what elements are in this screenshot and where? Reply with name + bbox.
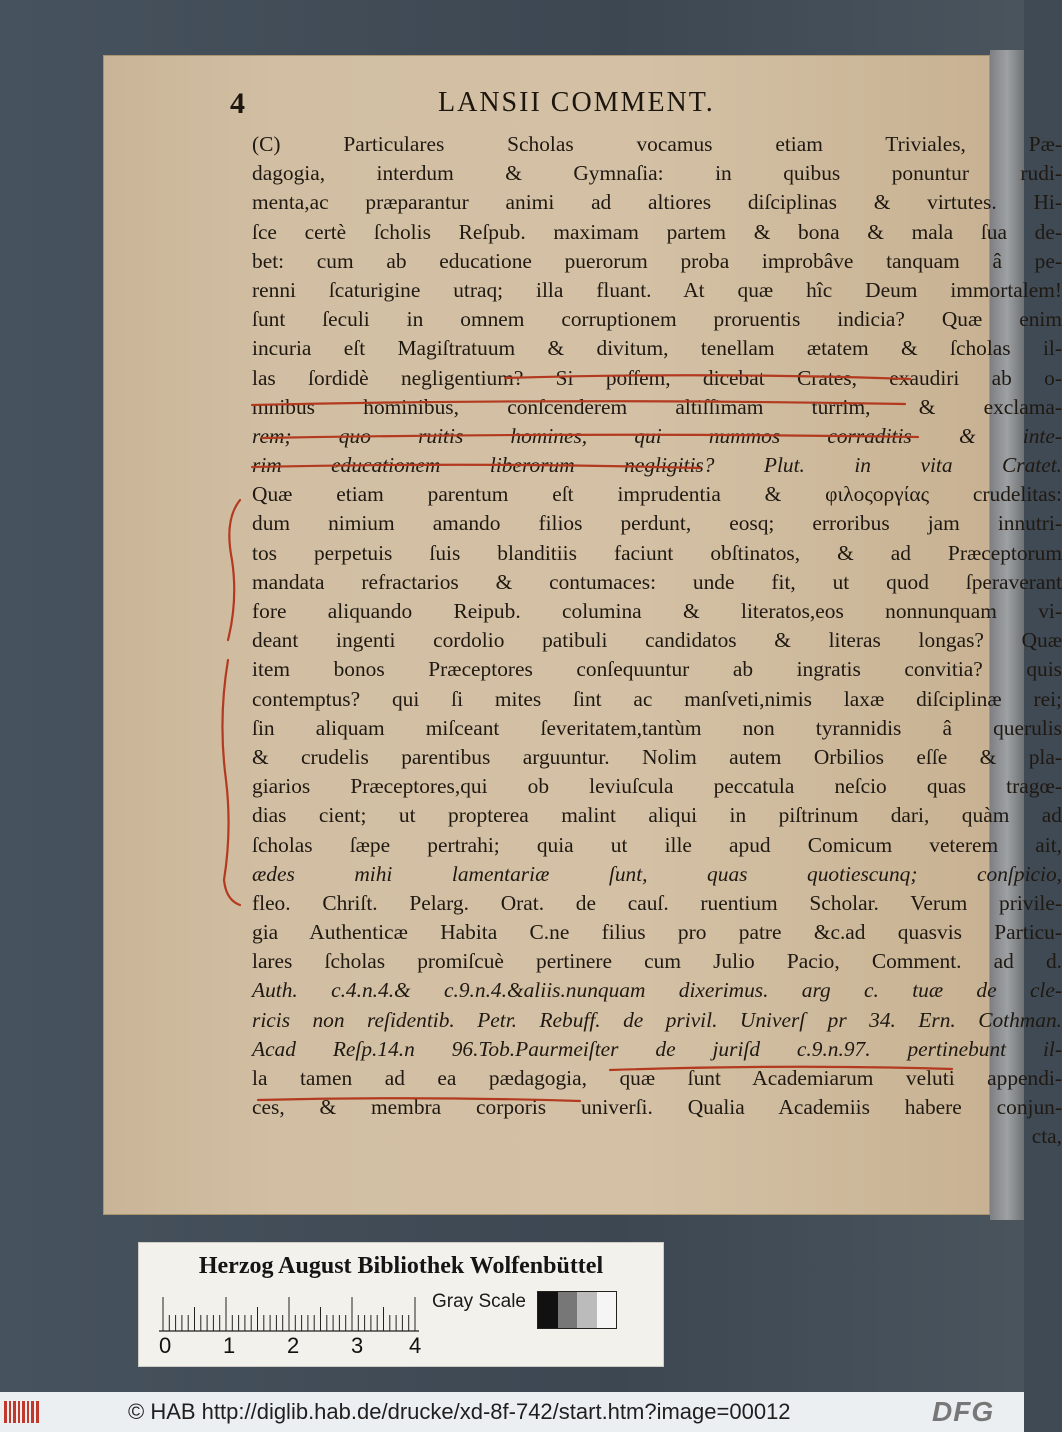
text-line: tos perpetuis ſuis blanditiis faciunt obſtinatos, & ad Præceptorum bbox=[252, 540, 1062, 565]
text-line: la tamen ad ea pædagogia, quæ ſunt Academiarum veluti appendi- bbox=[252, 1066, 1062, 1090]
library-title: Herzog August Bibliothek Wolfenbüttel bbox=[198, 1253, 604, 1279]
text-line: rem; quo ruitis homines, qui nummos corraditis & inte- bbox=[252, 423, 1062, 448]
text-line: giarios Præceptores,qui ob leviuſcula peccatula neſcio quas tragœ- bbox=[252, 774, 1062, 799]
text-line: contemptus? qui ſi mites ſint ac manſveti,nimis laxæ diſciplinæ rei; bbox=[252, 686, 1062, 711]
text-line: & crudelis parentibus arguuntur. Nolim autem Orbilios eſſe & pla- bbox=[252, 744, 1062, 769]
gray-patch bbox=[597, 1292, 617, 1328]
text-line: bet: cum ab educatione puerorum proba improbâve tanquam â pe- bbox=[252, 248, 1062, 273]
text-line: Quæ etiam parentum eſt imprudentia & φιλοςοργίας crudelitas: bbox=[252, 482, 1062, 507]
gray-patch bbox=[538, 1292, 558, 1328]
text-line: mnibus hominibus, conſcenderem altiſſimam turrim, & exclama- bbox=[252, 394, 1062, 419]
library-label-card bbox=[138, 1242, 664, 1367]
text-line: ædes mihi lamentariæ ſunt, quas quotiescunq; conſpicio, bbox=[252, 861, 1062, 886]
text-line: ſcholas ſæpe pertrahi; quia ut ille apud Comicum veterem ait, bbox=[252, 832, 1062, 857]
text-line: cta, bbox=[1031, 1124, 1062, 1149]
running-head: LANSII COMMENT. bbox=[438, 87, 715, 118]
text-line: dias cient; ut propterea malint aliqui in piſtrinum dari, quàm ad bbox=[252, 803, 1062, 828]
text-line: renni ſcaturigine utraq; illa fluant. At quæ hîc Deum immortalem! bbox=[252, 277, 1062, 302]
ruler-number: 0 bbox=[159, 1333, 172, 1358]
text-line: rim educationem liberorum negligitis? Plut. in vita Cratet. bbox=[252, 453, 1062, 478]
text-line: mandata refractarios & contumaces: unde fit, ut quod ſperaverant bbox=[252, 569, 1062, 594]
text-line: ſce certè ſcholis Reſpub. maximam partem & bona & mala ſua de- bbox=[252, 219, 1062, 244]
dfg-logo: DFG bbox=[932, 1396, 995, 1427]
text-line: Acad Reſp.14.n 96.Tob.Paurmeiſter de juriſd c.9.n.97. pertinebunt il- bbox=[252, 1036, 1062, 1061]
ruler-scale bbox=[159, 1293, 419, 1333]
text-line: fleo. Chriſt. Pelarg. Orat. de cauſ. ruentium Scholar. Verum privile- bbox=[252, 890, 1062, 915]
ruler-number: 1 bbox=[223, 1333, 236, 1358]
text-line: incuria eſt Magiſtratuum & divitum, tenellam ætatem & ſcholas il- bbox=[252, 336, 1062, 361]
ruler-number: 4 bbox=[409, 1333, 422, 1358]
text-line: item bonos Præceptores conſequuntur ab ingratis convitia? quis bbox=[252, 657, 1062, 682]
text-line: gia Authenticæ Habita C.ne filius pro patre &c.ad quasvis Particu- bbox=[252, 920, 1062, 945]
text-line: menta,ac præparantur animi ad altiores diſciplinas & virtutes. Hi- bbox=[252, 190, 1062, 215]
gray-scale-swatch bbox=[537, 1291, 617, 1329]
text-line: ſunt ſeculi in omnem corruptionem proruentis indicia? Quæ enim bbox=[252, 307, 1062, 332]
gray-patch bbox=[577, 1292, 597, 1328]
text-line: fore aliquando Reipub. columina & literatos,eos nonnunquam vi- bbox=[252, 599, 1062, 623]
text-line: las ſordidè negligentium? Si poſſem, dicebat Crates, exaudiri ab o- bbox=[252, 365, 1062, 390]
text-line: ces, & membra corporis univerſi. Qualia Academiis habere conjun- bbox=[252, 1095, 1062, 1120]
page-header bbox=[103, 87, 990, 127]
text-line: dum nimium amando filios perdunt, eosq; erroribus jam innutri- bbox=[252, 511, 1062, 536]
text-line: dagogia, interdum & Gymnaſia: in quibus ponuntur rudi- bbox=[252, 161, 1062, 186]
hab-barcode-icon bbox=[4, 1399, 42, 1425]
text-line: Auth. c.4.n.4.& c.9.n.4.&aliis.nunquam dixerimus. arg c. tuæ de cle- bbox=[252, 978, 1062, 1003]
footer-url[interactable]: © HAB http://diglib.hab.de/drucke/xd-8f-742/start.htm?image=00012 bbox=[128, 1399, 791, 1424]
text-line: ricis non reſidentib. Petr. Rebuff. de privil. Univerſ pr 34. Ern. Cothman. bbox=[252, 1007, 1062, 1032]
text-line: (C) Particulares Scholas vocamus etiam Triviales, Pæ- bbox=[252, 132, 1062, 156]
page-number: 4 bbox=[230, 87, 245, 120]
gray-patch bbox=[558, 1292, 578, 1328]
page-text bbox=[252, 130, 1062, 1152]
book-page bbox=[103, 55, 1062, 1215]
gray-scale-label: Gray Scale bbox=[432, 1291, 526, 1312]
text-line: ſin aliquam miſceant ſeveritatem,tantùm non tyrannidis â querulis bbox=[252, 715, 1062, 740]
ruler-number: 3 bbox=[351, 1333, 364, 1358]
text-line: lares ſcholas promiſcuè pertinere cum Julio Pacio, Comment. ad d. bbox=[252, 949, 1062, 974]
text-line: deant ingenti cordolio patibuli candidatos & literas longas? Quæ bbox=[252, 628, 1062, 653]
ruler-number: 2 bbox=[287, 1333, 300, 1358]
footer-bar bbox=[0, 1392, 1024, 1432]
